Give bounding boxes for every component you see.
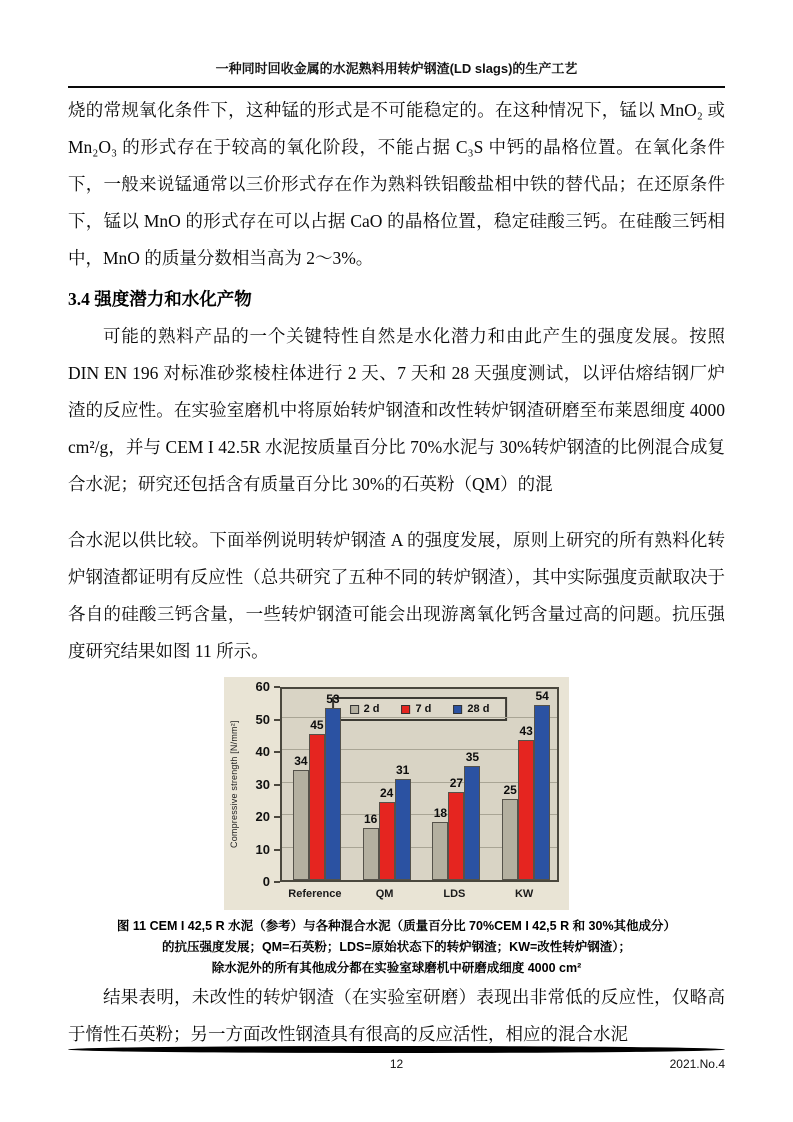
bar: [293, 770, 309, 881]
page-header-title: 一种同时回收金属的水泥熟料用转炉钢渣(LD slags)的生产工艺: [68, 58, 725, 88]
y-tick-mark: [274, 784, 280, 786]
bar-value-label: 54: [535, 688, 549, 703]
legend-label: 2 d: [363, 703, 380, 715]
page-content: [68, 92, 725, 1053]
legend-label: 28 d: [467, 703, 490, 715]
bar-value-label: 43: [519, 724, 533, 739]
bar-value-label: 18: [433, 805, 448, 820]
x-tick-label: KW: [514, 888, 534, 900]
figure-caption-line2: 的抗压强度发展；QM=石英粉；LDS=原始状态下的转炉钢渣；KW=改性转炉钢渣）；: [161, 940, 632, 954]
y-tick-label: 0: [262, 874, 270, 889]
section-heading-3-4: 3.4 强度潜力和水化产物: [68, 289, 252, 309]
legend-swatch: [453, 705, 462, 714]
paragraph-strength-tests: 可能的熟料产品的一个关键特性自然是水化潜力和由此产生的强度发展。按照 DIN EN 196 对标准砂浆棱柱体进行 2 天、7 天和 28 天强度测试，以评估熔结钢厂炉渣的反应性。在实验室磨机中将原始转炉钢渣和改性转炉钢渣研磨至布莱恩细度 4000 cm²/g，并与 CEM I 42.5R 水泥按质量百分比 70%水泥与 30%转炉钢渣的比例混合成复合水泥；研究还包括含有质量百分比 30%的石英粉（QM）的混: [68, 326, 725, 494]
bar: [309, 734, 325, 880]
footer-issue: 2021.No.4: [669, 1057, 725, 1071]
y-tick-mark: [274, 881, 280, 883]
bar-chart: [224, 677, 569, 910]
bar-value-label: 34: [294, 753, 308, 768]
paragraph-results: 结果表明，未改性的转炉钢渣（在实验室研磨）表现出非常低的反应性，仅略高于惰性石英粉；另一方面改性钢渣具有很高的反应活性，相应的混合水泥: [68, 987, 725, 1044]
figure-caption-line1: 图 11 CEM I 42,5 R 水泥（参考）与各种混合水泥（质量百分比 70%CEM I 42,5 R 和 30%其他成分）: [116, 919, 677, 933]
y-tick-mark: [274, 751, 280, 753]
paragraph-manganese: 烧的常规氧化条件下，这种锰的形式是不可能稳定的。在这种情况下，锰以 MnO₂ 或 Mn₂O₃ 的形式存在于较高的氧化阶段，不能占据 C₃S 中钙的晶格位置。在氧化条件下，一般来说锰通常以三价形式存在作为熟料铁铝酸盐相中铁的替代品；在还原条件下，锰以 MnO 的形式存在可以占据 CaO 的晶格位置，稳定硅酸三钙。在硅酸三钙相中，MnO 的质量分数相当高为 2～3%。: [68, 100, 725, 268]
y-tick-mark: [274, 816, 280, 818]
legend-swatch: [401, 705, 410, 714]
bar: [432, 822, 448, 881]
bar-value-label: 27: [449, 776, 464, 791]
legend-label: 7 d: [415, 703, 432, 715]
bar: [502, 799, 518, 880]
y-tick-label: 60: [255, 679, 270, 694]
figure-11: [68, 677, 725, 979]
legend-item: [350, 703, 380, 715]
bar-value-label: 53: [326, 691, 340, 706]
bar: [448, 792, 464, 880]
y-tick-mark: [274, 849, 280, 851]
bar: [518, 740, 534, 880]
legend-item: [401, 703, 431, 715]
bar-value-label: 24: [379, 786, 394, 800]
bar-value-label: 45: [310, 717, 324, 732]
x-tick-label: QM: [375, 888, 394, 900]
y-tick-label: 40: [255, 744, 270, 759]
paragraph-comparison: 合水泥以供比较。下面举例说明转炉钢渣 A 的强度发展，原则上研究的所有熟料化转炉钢渣都证明有反应性（总共研究了五种不同的转炉钢渣），其中实际强度贡献取决于各自的硅酸三钙含量，一些转炉钢渣可能会出现游离氧化钙含量过高的问题。抗压强度研究结果如图 11 所示。: [68, 530, 725, 661]
bar-value-label: 31: [395, 763, 410, 778]
bar-value-label: 16: [363, 812, 378, 826]
figure-caption-line3: 除水泥外的所有其他成分都在实验室球磨机中研磨成细度 4000 cm²: [211, 961, 582, 975]
y-tick-mark: [274, 686, 280, 688]
bar-value-label: 25: [503, 782, 517, 797]
legend-item: [453, 703, 489, 715]
x-tick-label: LDS: [443, 888, 466, 900]
footer-rule: [68, 1046, 725, 1053]
bar: [363, 828, 379, 880]
bar-value-label: 35: [465, 750, 480, 765]
figure-caption: [68, 916, 725, 979]
x-tick-label: Reference: [288, 888, 342, 900]
bar: [379, 802, 395, 880]
y-tick-mark: [274, 719, 280, 721]
plot-area: [280, 687, 559, 882]
bar: [534, 705, 550, 881]
bar: [464, 766, 480, 880]
y-tick-label: 20: [255, 809, 270, 824]
y-tick-label: 50: [255, 711, 270, 727]
bar: [395, 779, 411, 880]
bar: [325, 708, 341, 880]
legend-swatch: [350, 705, 359, 714]
footer-page-number: 12: [389, 1057, 404, 1071]
y-tick-label: 30: [255, 776, 270, 792]
y-tick-label: 10: [255, 841, 270, 857]
y-axis-title: Compressive strength [N/mm²]: [229, 720, 239, 849]
